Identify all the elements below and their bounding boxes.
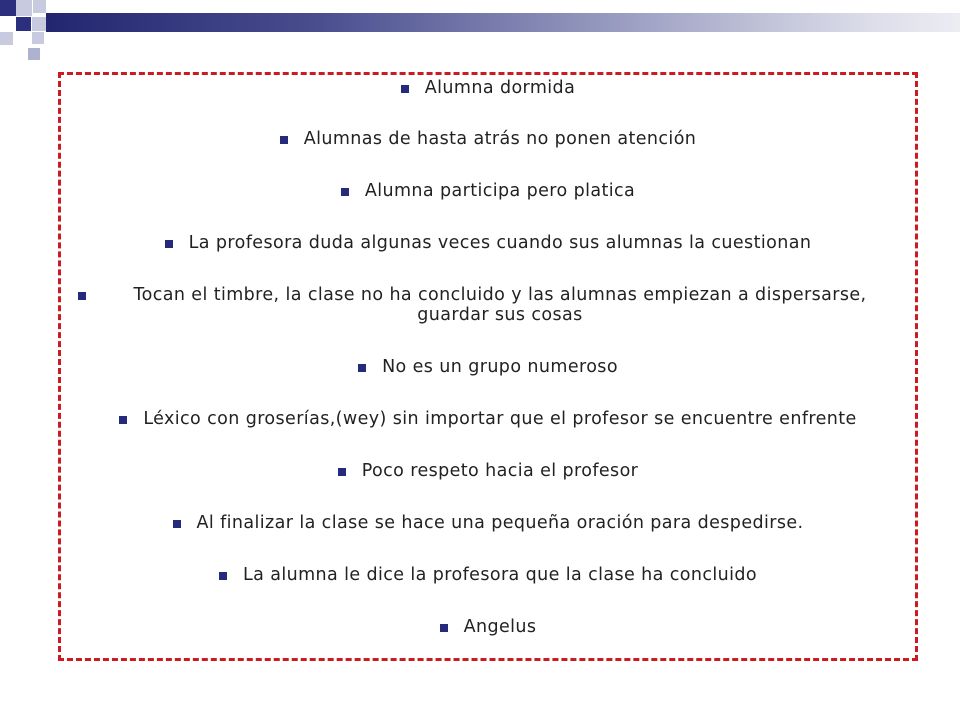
list-item xyxy=(58,565,918,617)
decorative-square xyxy=(0,0,16,16)
square-bullet-icon xyxy=(78,292,86,300)
square-bullet-icon xyxy=(440,624,448,632)
square-bullet-icon xyxy=(119,416,127,424)
decorative-square xyxy=(16,17,31,31)
list-item-text: No es un grupo numeroso xyxy=(382,357,618,377)
list-item-text: Al finalizar la clase se hace una pequeña oración para despedirse. xyxy=(196,513,804,533)
list-item-text: Alumna dormida xyxy=(424,78,576,98)
list-item-text: La alumna le dice la profesora que la clase ha concluido xyxy=(242,565,758,585)
list-item xyxy=(58,181,918,233)
list-item xyxy=(58,76,918,129)
list-item-text: Alumnas de hasta atrás no ponen atención xyxy=(303,129,697,149)
decorative-square xyxy=(28,48,40,60)
list-item xyxy=(58,357,918,409)
decorative-square xyxy=(32,32,44,44)
square-bullet-icon xyxy=(341,188,349,196)
list-item xyxy=(58,513,918,565)
square-bullet-icon xyxy=(165,240,173,248)
list-item xyxy=(58,233,918,285)
square-bullet-icon xyxy=(173,520,181,528)
square-bullet-icon xyxy=(219,572,227,580)
list-item-text: La profesora duda algunas veces cuando sus alumnas la cuestionan xyxy=(188,233,812,253)
list-item-text: Tocan el timbre, la clase no ha concluido y las alumnas empiezan a dispersarse, guardar sus cosas xyxy=(133,285,867,325)
decorative-square xyxy=(33,0,46,13)
list-item xyxy=(58,129,918,181)
square-bullet-icon xyxy=(401,85,409,93)
list-item-text: Léxico con groserías,(wey) sin importar que el profesor se encuentre enfrente xyxy=(143,409,857,429)
decorative-square xyxy=(16,0,32,16)
list-item xyxy=(58,409,918,461)
decorative-square xyxy=(0,32,13,45)
bullet-list xyxy=(58,76,918,657)
square-bullet-icon xyxy=(280,136,288,144)
square-bullet-icon xyxy=(358,364,366,372)
list-item-text: Alumna participa pero platica xyxy=(364,181,636,201)
list-item xyxy=(58,461,918,513)
header-gradient-bar xyxy=(46,13,960,32)
list-item-text: Poco respeto hacia el profesor xyxy=(361,461,639,481)
list-item xyxy=(58,617,918,657)
list-item-text: Angelus xyxy=(463,617,537,637)
decorative-square xyxy=(32,17,47,31)
list-item xyxy=(58,285,918,357)
square-bullet-icon xyxy=(338,468,346,476)
